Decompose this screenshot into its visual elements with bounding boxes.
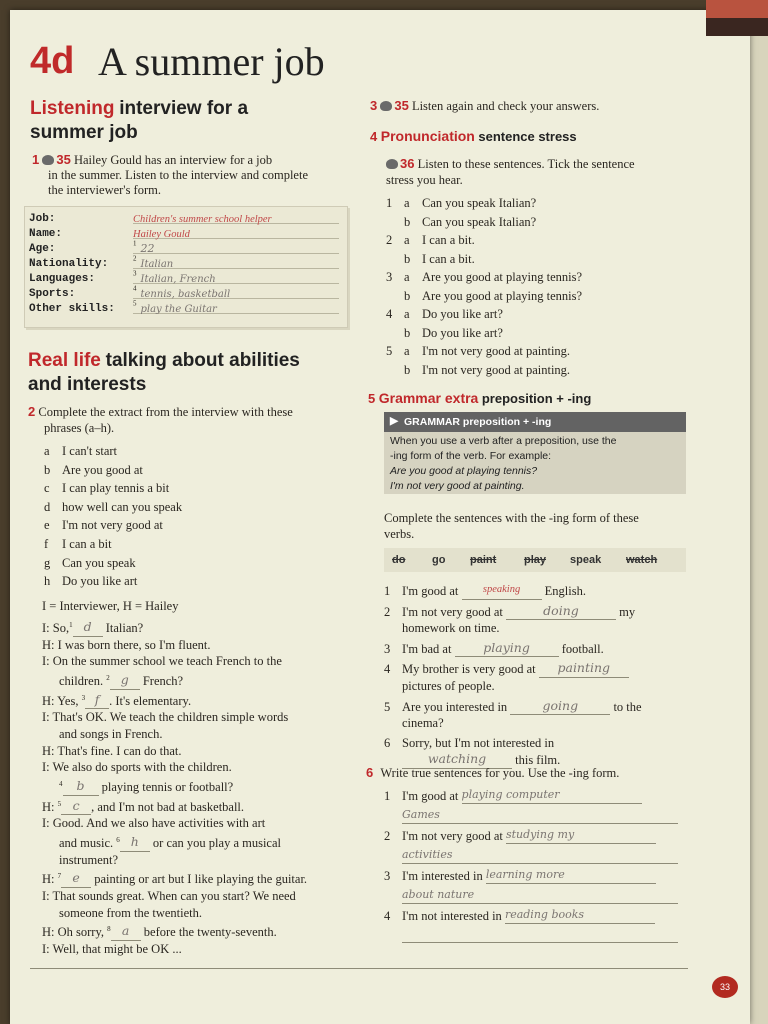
listening-heading-line2: summer job — [30, 122, 138, 143]
answer-blank[interactable]: going — [510, 698, 610, 716]
answer-blank[interactable]: e — [61, 870, 91, 888]
answer-blank[interactable]: c — [61, 798, 91, 816]
exercise-5-instructions: Complete the sentences with the -ing form of these — [384, 511, 639, 525]
bottom-rule — [30, 968, 688, 969]
stress-item: b I can a bit. — [404, 251, 475, 266]
form-label-sports: Sports: — [29, 288, 76, 300]
form-label-other-skills: Other skills: — [29, 303, 115, 315]
phrase-item: b Are you good at — [44, 462, 143, 477]
play-arrow-icon: ▶ — [390, 415, 399, 427]
stress-item: b Do you like art? — [404, 325, 503, 340]
answer-blank[interactable]: playing computer — [462, 787, 642, 804]
phrase-item: a I can't start — [44, 444, 118, 458]
exercise-2-line2: phrases (a–h). — [44, 421, 115, 435]
word-play: play — [524, 554, 547, 566]
form-field-languages[interactable]: $^3$ Italian, French — [133, 269, 339, 284]
word-do: do — [392, 554, 406, 566]
reallife-heading: Real life talking about abilities — [28, 350, 300, 371]
dialogue: I: So,$^1$ d Italian? H: I was born there, so I'm fluent. I: On the summer school we teach French to the children. $^2$ g French? H: Yes, $^3$ f . It's elementary. I: That's OK. We teach the children simple words and songs in French. H: That's fine. I can do that. I: We also do sports with the children. $^4$ b playing tennis or football? H: $^5$ c , and I'm not bad at basketball. I: Good. And we also have activities with art and music. $^6$ h or can you play a musical instrument? H: $^7$ e painting or art but I like playing the guitar. I: That sounds great. When can you start? We need someone from the twentieth. H: Oh sorry, $^8$ a before the twenty-seventh. I: Well, that might be OK ... — [42, 619, 308, 956]
exercise-5-heading: 5 Grammar extra preposition + -ing — [368, 390, 592, 406]
answer-line[interactable]: Games — [402, 807, 678, 824]
form-field-nationality[interactable]: $^2$ Italian — [133, 254, 339, 269]
stress-item: 5 a I'm not very good at painting. — [386, 344, 571, 358]
answer-blank[interactable]: painting — [539, 660, 629, 678]
answer-line[interactable]: activities — [402, 847, 678, 864]
exercise-5-instructions-line2: verbs. — [384, 527, 415, 541]
answer-line[interactable]: about nature — [402, 887, 678, 904]
word-go: go — [432, 554, 446, 566]
form-field-other-skills[interactable]: $^5$ play the Guitar — [133, 299, 339, 314]
exercise-4-line2: stress you hear. — [386, 173, 463, 187]
reallife-heading-line2: and interests — [28, 374, 147, 395]
corner-tab-dark — [706, 18, 768, 36]
answer-blank[interactable]: studying my — [506, 827, 656, 844]
form-label-name: Name: — [29, 228, 63, 240]
exercise-5-items: 1 I'm good at speaking English. 2 I'm not very good at doing my homework on time. 3 I'm bad at playing football. 4 My brother is very good at painting pictures of people. 5 Are you interested in going to the cinema? 6 Sorry, but I'm not interested in watching this film. — [384, 584, 642, 768]
stress-item: 3 a Are you good at playing tennis? — [386, 270, 583, 284]
form-label-job: Job: — [29, 213, 56, 225]
phrase-item: d how well can you speak — [44, 499, 183, 514]
phrase-item: g Can you speak — [44, 555, 136, 570]
answer-blank[interactable]: f — [85, 692, 109, 710]
form-label-nationality: Nationality: — [29, 258, 109, 270]
answer-blank[interactable]: a — [111, 923, 141, 941]
phrase-item: h Do you like art — [44, 574, 138, 589]
exercise-6-items: 1 I'm good at playing computer Games 2 I'm not very good at studying my activities 3 I'm interested in learning more about nature 4 I'm not interested in reading books — [384, 787, 684, 947]
page-number: 33 — [712, 976, 738, 998]
exercise-3: 3 35 Listen again and check your answers. — [370, 98, 600, 113]
page-title: A summer job — [98, 39, 325, 84]
exercise-1-line3: the interviewer's form. — [48, 183, 161, 197]
interview-form — [24, 206, 348, 328]
form-field-job[interactable]: Children's summer school helper — [133, 209, 339, 224]
phrase-item: e I'm not very good at — [44, 518, 163, 533]
answer-blank[interactable]: b — [63, 778, 99, 796]
form-label-languages: Languages: — [29, 273, 96, 285]
exercise-1: 1 35 Hailey Gould has an interview for a job — [32, 152, 273, 167]
page-edge — [750, 0, 768, 1024]
answer-blank[interactable]: doing — [506, 603, 616, 621]
word-speak: speak — [570, 554, 602, 566]
word-watch: watch — [626, 554, 658, 566]
stress-item: 2 a I can a bit. — [386, 233, 475, 247]
form-field-name[interactable]: Hailey Gould — [133, 224, 339, 239]
exercise-1-line2: in the summer. Listen to the interview and complete — [48, 168, 309, 182]
grammar-box: When you use a verb after a preposition, use the -ing form of the verb. For example: Are you good at playing tennis? I'm not very good at painting. — [384, 432, 686, 494]
answer-blank[interactable]: h — [120, 834, 150, 852]
form-label-age: Age: — [29, 243, 56, 255]
exercise-4-instructions: 36 Listen to these sentences. Tick the sentence — [386, 156, 635, 172]
exercise-4-heading: 4 Pronunciation sentence stress — [370, 128, 577, 144]
phrase-list — [44, 442, 182, 591]
audio-icon — [380, 101, 392, 111]
stress-item: b I'm not very good at painting. — [404, 362, 571, 377]
word-paint: paint — [470, 554, 497, 566]
exercise-6: 6 Write true sentences for you. Use the -ing form. — [366, 765, 620, 780]
form-field-sports[interactable]: $^4$ tennis, basketball — [133, 284, 339, 299]
stress-item: 1 a Can you speak Italian? — [386, 196, 537, 210]
phrase-item: f I can a bit — [44, 536, 112, 551]
audio-icon — [386, 159, 398, 169]
listening-heading: Listening interview for a — [30, 98, 249, 119]
answer-blank[interactable]: learning more — [486, 867, 656, 884]
answer-blank[interactable]: reading books — [505, 907, 655, 924]
stress-item: 4 a Do you like art? — [386, 307, 503, 321]
answer-blank[interactable]: speaking — [462, 582, 542, 600]
stress-list — [386, 194, 582, 379]
stress-item: b Are you good at playing tennis? — [404, 288, 583, 303]
unit-number: 4d — [30, 40, 75, 82]
answer-blank[interactable]: d — [73, 619, 103, 637]
exercise-2: 2 Complete the extract from the interview with these — [28, 404, 293, 419]
form-field-age[interactable]: $^1$ 22 — [133, 239, 339, 254]
phrase-item: c I can play tennis a bit — [44, 481, 170, 496]
answer-blank[interactable]: playing — [455, 640, 559, 658]
grammar-box-header: ▶ GRAMMAR preposition + -ing — [384, 412, 686, 432]
speaker-key: I = Interviewer, H = Hailey — [42, 599, 179, 613]
audio-icon — [42, 155, 54, 165]
answer-line[interactable] — [402, 942, 678, 943]
stress-item: b Can you speak Italian? — [404, 214, 537, 229]
answer-blank[interactable]: watching — [402, 751, 512, 769]
answer-blank[interactable]: g — [110, 672, 140, 690]
